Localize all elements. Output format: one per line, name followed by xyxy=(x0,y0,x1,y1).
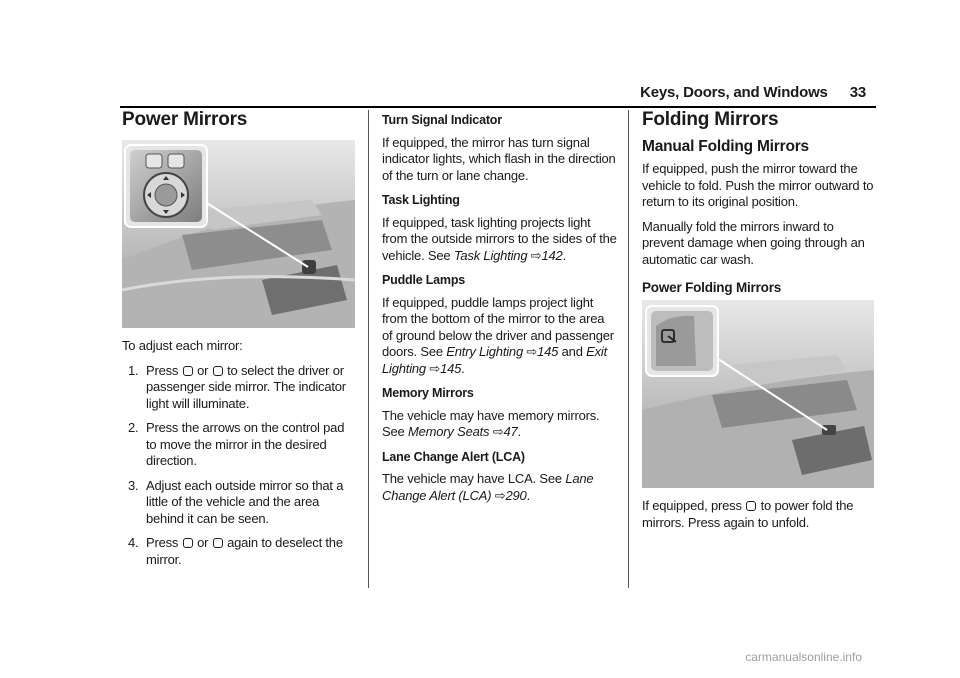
power-folding-title: Power Folding Mirrors xyxy=(642,280,782,295)
step-1 xyxy=(122,363,358,413)
mirror-right-icon xyxy=(213,366,223,376)
step-text: Adjust each outside mirror so that a little of the vehicle and the area behind it can be seen. xyxy=(146,477,344,526)
page-ref[interactable]: 145 xyxy=(440,360,462,376)
lca-text: The vehicle may have LCA. See Lane Change Alert (LCA) ⇨290. xyxy=(382,471,594,503)
fold-mirror-icon xyxy=(746,501,756,511)
right-column xyxy=(642,109,876,297)
step-3 xyxy=(122,478,358,528)
memory-mirrors-title: Memory Mirrors xyxy=(382,386,474,400)
puddle-lamps-text: If equipped, puddle lamps project light from the bottom of the mirror to the area of ground below the driver and passenger doors. See Entry Lighting ⇨145 and Exit Lighting ⇨145. xyxy=(382,294,614,376)
step-text: or xyxy=(197,362,209,378)
folding-mirrors-title: Folding Mirrors xyxy=(642,109,779,130)
fold-button-figure xyxy=(642,300,874,488)
step-text: Press the arrows on the control pad to move the mirror in the desired direction. xyxy=(146,420,345,468)
step-number: 2. xyxy=(128,420,139,435)
mirror-left-icon xyxy=(183,538,193,548)
page-ref-icon: ⇨ xyxy=(429,360,441,376)
running-header xyxy=(640,84,866,101)
task-lighting-text: If equipped, task lighting projects light from the outside mirrors to the sides of the vehicle. See Task Lighting ⇨142. xyxy=(382,214,617,263)
step-number: 3. xyxy=(128,477,139,493)
memory-mirrors-text: The vehicle may have memory mirrors. See Memory Seats ⇨47. xyxy=(382,407,600,439)
left-text xyxy=(122,338,358,576)
manual-folding-p1: If equipped, push the mirror toward the vehicle to fold. Push the mirror outward to return to its original position. xyxy=(642,161,874,209)
step-text: Press xyxy=(146,535,179,550)
steps-list xyxy=(122,363,358,569)
watermark: carmanualsonline.info xyxy=(745,650,862,664)
intro-text: To adjust each mirror: xyxy=(122,338,243,353)
step-2 xyxy=(122,420,358,470)
header-rule xyxy=(120,106,876,108)
mirror-control-figure xyxy=(122,140,355,328)
step-text: again to deselect the mirror. xyxy=(146,535,343,567)
column-divider-1 xyxy=(368,110,369,588)
turn-signal-text: If equipped, the mirror has turn signal indicator lights, which flash in the direction of the turn or lane change. xyxy=(382,134,616,183)
puddle-lamps-title: Puddle Lamps xyxy=(382,273,466,287)
page-ref[interactable]: 290 xyxy=(505,487,527,503)
lca-title: Lane Change Alert (LCA) xyxy=(382,449,525,464)
task-lighting-link[interactable]: Task Lighting xyxy=(453,247,528,263)
page-ref-icon: ⇨ xyxy=(492,424,504,439)
power-mirrors-title: Power Mirrors xyxy=(122,109,248,130)
page-ref[interactable]: 47 xyxy=(503,424,518,439)
page-ref[interactable]: 145 xyxy=(537,344,559,359)
step-text: or xyxy=(197,535,209,550)
entry-lighting-link[interactable]: Entry Lighting xyxy=(446,344,523,359)
page-number: 33 xyxy=(849,84,866,101)
exit-lighting-link[interactable]: Exit Lighting xyxy=(382,344,608,376)
step-number: 4. xyxy=(128,535,139,550)
step-number: 1. xyxy=(128,362,139,378)
lca-link[interactable]: Lane Change Alert (LCA) xyxy=(382,471,594,503)
page-ref-icon: ⇨ xyxy=(494,487,506,503)
mirror-right-icon xyxy=(213,538,223,548)
power-folding-text xyxy=(642,498,876,539)
step-text: to select the driver or passenger side mirror. The indicator light will illuminate. xyxy=(146,362,346,411)
step-4 xyxy=(122,535,358,568)
section-title: Keys, Doors, and Windows xyxy=(640,84,828,101)
mirror-left-icon xyxy=(183,366,193,376)
task-lighting-title: Task Lighting xyxy=(382,193,460,207)
power-text: If equipped, press xyxy=(642,498,742,513)
page-ref[interactable]: 142 xyxy=(541,247,563,263)
page-ref-icon: ⇨ xyxy=(526,344,538,359)
middle-column xyxy=(382,112,618,512)
manual-folding-title: Manual Folding Mirrors xyxy=(642,137,809,155)
turn-signal-title: Turn Signal Indicator xyxy=(382,113,502,127)
page-ref-icon: ⇨ xyxy=(530,247,542,263)
step-text: Press xyxy=(146,362,179,378)
memory-seats-link[interactable]: Memory Seats xyxy=(407,424,490,439)
manual-folding-p2: Manually fold the mirrors inward to prevent damage when going through an automatic car wash. xyxy=(642,218,865,267)
column-divider-2 xyxy=(628,110,629,588)
power-text: to power fold the mirrors. Press again to unfold. xyxy=(642,498,854,530)
left-column xyxy=(122,109,358,130)
